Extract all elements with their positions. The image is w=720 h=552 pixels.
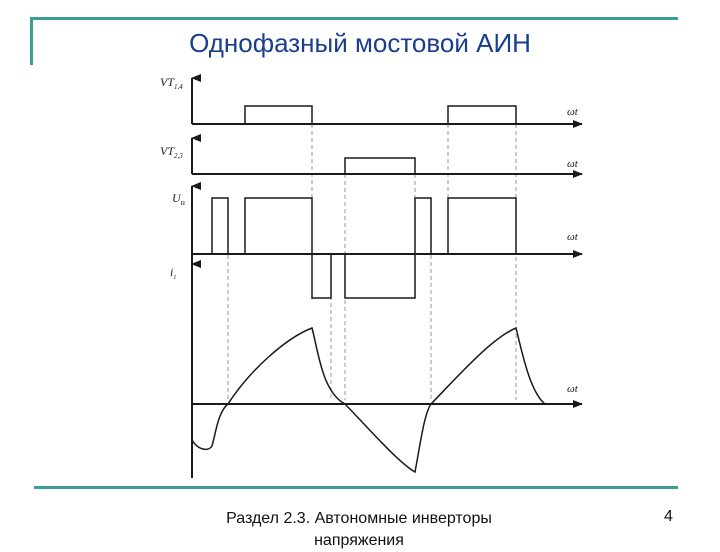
vt14-pulse-waveform [245,106,516,124]
i1-axis-label: $i_1$ [170,265,177,281]
guide-lines [228,124,516,400]
footer-section-title: Раздел 2.3. Автономные инверторы напряжения [226,510,492,549]
vt23-axis-label: $VT_{2,3}$ [160,144,183,160]
vt23-time-label: ωt [567,158,578,170]
un-axis-label: $U_н$ [172,191,185,207]
page-number: 4 [664,508,673,525]
vt14-axis-label: $VT_{1,4}$ [160,75,183,91]
slide-title: Однофазный мостовой АИН [189,28,531,58]
vt14-time-label: ωt [567,106,578,118]
un-voltage-waveform [212,198,516,298]
i1-time-label: ωt [567,383,578,395]
vt23-pulse-waveform [345,158,415,174]
i1-current-waveform [192,328,545,472]
un-time-label: ωt [567,231,578,243]
